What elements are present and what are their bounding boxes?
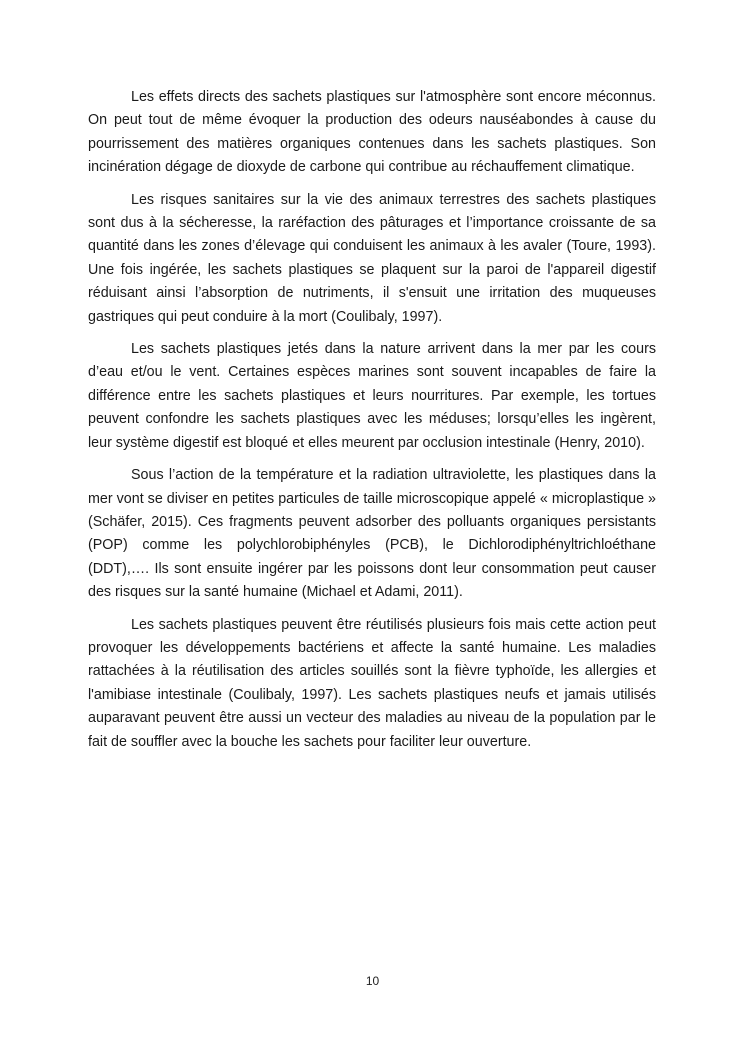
paragraph-animal-health-risks: Les risques sanitaires sur la vie des animaux terrestres des sachets plastiques sont dus à la sécheresse, la raréfaction des pâturages et l’importance croissante de sa quantité dans les zones d’élevage qui conduisent les animaux à les avaler (Toure, 1993). Une fois ingérée, les sachets plastiques se plaquent sur la paroi de l'appareil digestif réduisant ainsi l’absorption de nutriments, il s'ensuit une irritation des muqueuses gastriques qui peut conduire à la mort (Coulibaly, 1997). [88,191,656,325]
paragraph-marine-species: Les sachets plastiques jetés dans la nature arrivent dans la mer par les cours d’eau et/ou le vent. Certaines espèces marines sont souvent incapables de faire la différence entre les sachets plastiques et leurs nourritures. Par exemple, les tortues peuvent confondre les sachets plastiques avec les méduses; lorsqu’elles les ingèrent, leur système digestif est bloqué et elles meurent par occlusion intestinale (Henry, 2010). [88,341,656,451]
paragraph-microplastics: Sous l’action de la température et la radiation ultraviolette, les plastiques dans la mer vont se diviser en petites particules de taille microscopique appelé « microplastique » (Schäfer, 2015). Ces fragments peuvent adsorber des polluants organiques persistants (POP) comme les polychlorobiphényles (PCB), le Dichlorodiphényltrichloéthane (DDT),…. Ils sont ensuite ingérer par les poissons dont leur consommation peut causer des risques sur la santé humaine (Michael et Adami, 2011). [88,467,656,601]
page-body [88,86,656,763]
paragraph-atmosphere-effects: Les effets directs des sachets plastiques sur l'atmosphère sont encore méconnus. On peut tout de même évoquer la production des odeurs nauséabondes à cause du pourrissement des matières organiques contenues dans les sachets plastiques. Son incinération dégage de dioxyde de carbone qui contribue au réchauffement climatique. [88,89,656,176]
page-number: 10 [365,974,380,988]
paragraph-reuse-health: Les sachets plastiques peuvent être réutilisés plusieurs fois mais cette action peut provoquer les développements bactériens et affecte la santé humaine. Les maladies rattachées à la réutilisation des articles souillés sont la fièvre typhoïde, les allergies et l'amibiase intestinale (Coulibaly, 1997). Les sachets plastiques neufs et jamais utilisés auparavant peuvent être aussi un vecteur des maladies au niveau de la population par le fait de souffler avec la bouche les sachets pour faciliter leur ouverture. [88,616,656,750]
